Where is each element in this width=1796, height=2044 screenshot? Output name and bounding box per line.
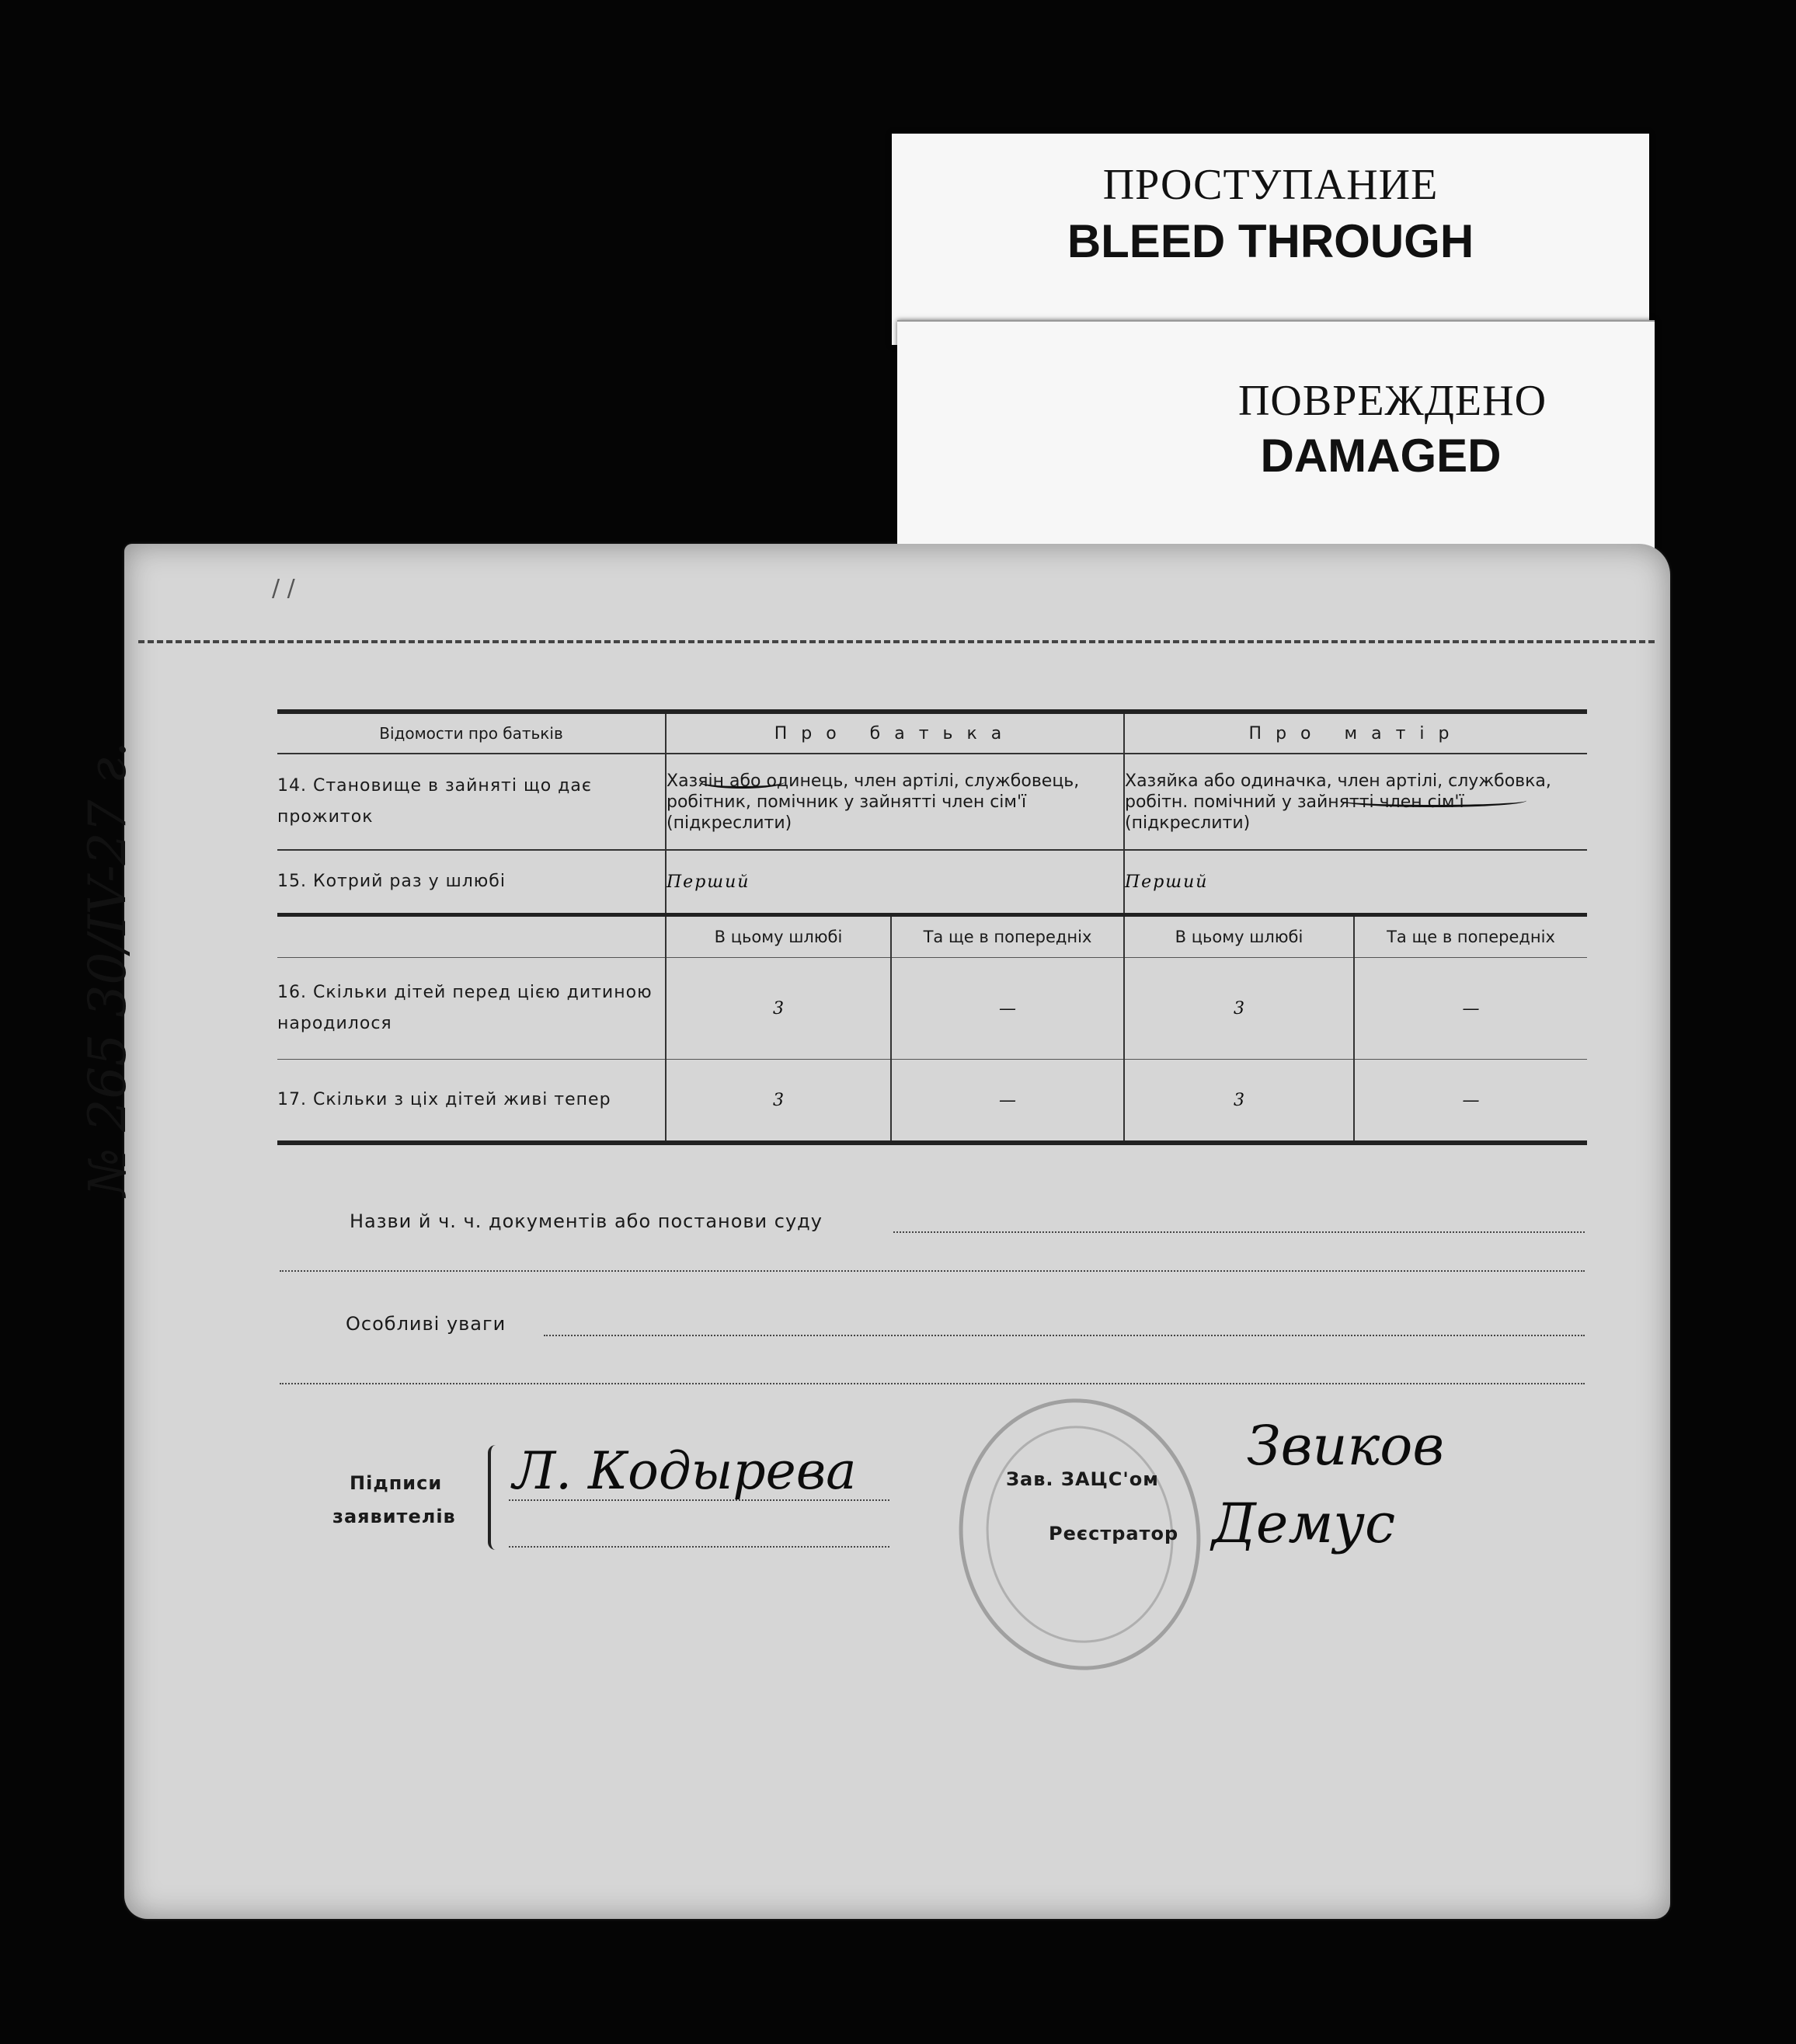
- row-children-born: [277, 958, 1587, 1060]
- perforation-line: [138, 640, 1655, 643]
- subheader-father-prev: Та ще в попередніх: [891, 915, 1124, 958]
- subheader-mother-prev: Та ще в попередніх: [1354, 915, 1587, 958]
- bleed-through-card: [892, 134, 1649, 345]
- applicant-sign-line-2: [509, 1546, 889, 1548]
- q16-mother-this: 3: [1124, 958, 1354, 1060]
- head-signature: Звиков: [1247, 1414, 1445, 1478]
- subheader-row: [277, 915, 1587, 958]
- documents-line-1: [893, 1231, 1585, 1233]
- damaged-en: DAMAGED: [1260, 430, 1502, 482]
- header-mother: Про матір: [1124, 712, 1587, 754]
- q17-mother-this: 3: [1124, 1060, 1354, 1144]
- q17-mother-prev: —: [1354, 1060, 1587, 1144]
- q17-father-prev: —: [891, 1060, 1124, 1144]
- damaged-card: [897, 320, 1655, 555]
- registrar-signature: Демус: [1212, 1492, 1396, 1555]
- q16-label: 16. Скільки дітей перед цією дитиною народилося: [277, 958, 666, 1060]
- notes-line-1: [544, 1335, 1585, 1336]
- q14-father-options: Хазяін або одинець, член артілі, службовець, робітник, помічник у зайнятті член сім'ї (підкреслити): [666, 754, 1124, 850]
- mother-occupation-underline: [1340, 794, 1526, 807]
- documents-label: Назви й ч. ч. документів або постанови суду: [350, 1210, 823, 1232]
- margin-note: № 265 30/IV-27 г.: [78, 741, 137, 1196]
- signatures-label-2: заявителів: [332, 1506, 456, 1527]
- applicant-signature: Л. Кодырева: [513, 1441, 857, 1501]
- q14-label: 14. Становище в зайняті що дає прожиток: [277, 754, 666, 850]
- subheader-mother-this: В цьому шлюбі: [1124, 915, 1354, 958]
- registrar-label: Реєстратор: [1049, 1523, 1179, 1544]
- q16-mother-prev: —: [1354, 958, 1587, 1060]
- q15-mother-value: Перший: [1124, 850, 1587, 915]
- parents-info-table: [277, 709, 1587, 1145]
- q15-label: 15. Котрий раз у шлюбі: [277, 850, 666, 915]
- head-label: Зав. ЗАЦС'ом: [1006, 1468, 1159, 1490]
- applicant-sign-line-1: [509, 1499, 889, 1501]
- corner-mark: / /: [272, 575, 295, 602]
- notes-label: Особливі уваги: [346, 1313, 506, 1335]
- subheader-empty: [277, 915, 666, 958]
- documents-line-2: [280, 1270, 1585, 1272]
- q16-father-prev: —: [891, 958, 1124, 1060]
- row-children-living: [277, 1060, 1587, 1144]
- header-question: Відомости про батьків: [277, 712, 666, 754]
- table-header-row: [277, 712, 1587, 754]
- bleed-through-ru: ПРОСТУПАНИЕ: [1102, 161, 1439, 209]
- signature-brace: [488, 1445, 502, 1550]
- header-father: Про батька: [666, 712, 1124, 754]
- q14-mother-options: Хазяйка або одиначка, член артілі, службовка, робітн. помічний у зайнятті член сім'ї (підкреслити): [1124, 754, 1587, 850]
- father-occupation-underline: [699, 775, 785, 789]
- q15-father-value: Перший: [666, 850, 1124, 915]
- row-marriage-count: [277, 850, 1587, 915]
- damaged-ru: ПОВРЕЖДЕНО: [1237, 377, 1547, 425]
- q17-label: 17. Скільки з ціх дітей живі тепер: [277, 1060, 666, 1144]
- signatures-label-1: Підписи: [350, 1472, 443, 1494]
- document-page: [78, 544, 1670, 1919]
- q17-father-this: 3: [666, 1060, 891, 1144]
- q16-father-this: 3: [666, 958, 891, 1060]
- bleed-through-en: BLEED THROUGH: [1067, 215, 1474, 267]
- notes-line-2: [280, 1383, 1585, 1384]
- subheader-father-this: В цьому шлюбі: [666, 915, 891, 958]
